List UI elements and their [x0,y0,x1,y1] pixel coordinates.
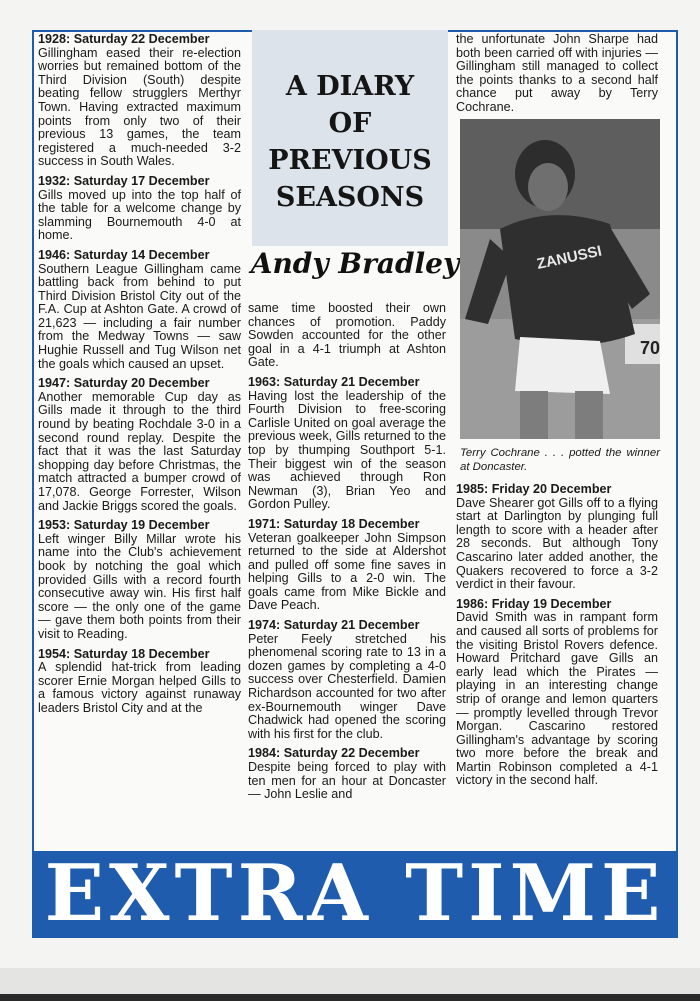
photo-caption: Terry Cochrane . . . potted the winner at Doncaster. [460,447,660,473]
diary-entry-1946 [38,249,241,371]
entry-body: Left winger Billy Millar wrote his name into the Club's achievement book by notching the goal which provided Gills with a record fourth consecutive away win. His first half score — the only one of the game — gave them both points from their visit to Reading. [38,531,241,641]
diary-entry-1953 [38,519,241,641]
player-photo-illustration [460,119,660,439]
entry-body: Gills moved up into the top half of the table for a welcome change by slamming Bournemouth 4-0 at home. [38,187,241,243]
shirt-sponsor-text: ZANUSSI [535,242,604,273]
entry-body: A splendid hat-trick from leading scorer Ernie Morgan helped Gills to a famous victory against runaway leaders Bristol City and at the [38,660,241,715]
entry-continuation: the unfortunate John Sharpe had both been carried off with injuries — Gillingham still managed to collect the points thanks to a second half chance put away by Terry Cochrane. [456,32,658,114]
entry-body: Gillingham eased their re-election worries but remained bottom of the Third Division (South) despite beating fellow strugglers Merthyr Town. Having extracted maximum points from only two of their previous 13 games, the team registered a much-needed 3-2 success in South Wales. [38,45,241,169]
column-1 [38,33,241,722]
entry-heading: 1986: Friday 19 December [456,596,612,611]
entry-body: Southern League Gillingham came battling back from behind to put Third Division Bristol City out of the F.A. Cup at Ashton Gate. A crowd of 21,623 — including a fair number from the Medway Towns — saw Hughie Russell and Tug Wilson net the goals which caused an upset. [38,261,241,371]
title-line: OF [328,108,372,139]
entry-heading: 1971: Saturday 18 December [248,516,420,531]
entry-body: Veteran goalkeeper John Simpson returned to the side at Aldershot and pulled off some fine saves in helping Gills to a 2-0 win. The goals came from Mike Bickle and Dave Peach. [248,530,446,613]
diary-entry-1985 [456,483,658,592]
title-line: PREVIOUS [268,145,432,176]
entry-heading: 1985: Friday 20 December [456,482,612,496]
diary-entry-1971 [248,518,446,613]
player-photo [460,119,660,439]
entry-heading: 1953: Saturday 19 December [38,518,210,533]
column-2 [248,302,446,808]
page-bottom-edge [0,994,700,1001]
entry-body: Another memorable Cup day as Gills made it through to the third round by beating Rochdale 3-0 in a second round replay. Despite the fact that it was the last Saturday shopping day before Christmas, the match attracted a bumper crowd of 17,078. George Forrester, Wilson and Jackie Briggs scored the goals. [38,389,241,513]
entry-body: David Smith was in rampant form and caused all sorts of problems for the visiting Bristol Rovers defence. Howard Pritchard gave Gills an early lead which the Pirates — playing in an interesting change strip of orange and lemon quarters — promptly levelled through Trevor Morgan. Cascarino restored Gillingham's advantage by scoring two more before the break and Martin Robinson completed a 4-1 victory in the second half. [456,610,658,788]
diary-entry-1947 [38,377,241,513]
entry-heading: 1954: Saturday 18 December [38,646,210,661]
diary-entry-1963 [248,376,446,512]
entry-heading: 1932: Saturday 17 December [38,173,210,188]
entry-heading: 1928: Saturday 22 December [38,32,210,46]
entry-body: Having lost the leadership of the Fourth Division to free-scoring Carlisle United on goal average the previous week, Gills returned to the top by thumping Southport 5-1. Their biggest win of the season was achieved through Ron Newman (3), Brian Yeo and Gordon Pulley. [248,388,446,512]
entry-body: Peter Feely stretched his phenomenal scoring rate to 13 in a dozen games by completing a 4-0 success over Chesterfield. Damien Richardson accounted for two after ex-Bournemouth winger Dave Chadwick had opened the scoring with his first for the club. [248,631,446,741]
entry-body: Despite being forced to play with ten men for an hour at Doncaster — John Leslie and [248,760,446,802]
entry-heading: 1946: Saturday 14 December [38,247,210,262]
title-line: A DIARY [285,71,415,102]
author-signature: Andy Bradley [250,247,460,280]
column-3-lower [456,483,658,794]
entry-body: Dave Shearer got Gills off to a flying start at Darlington by plunging full length to score with a header after 28 seconds. But although Tony Cascarino later added another, the Quakers recovered to force a 3-2 verdict in their favour. [456,495,658,592]
title-line: SEASONS [275,182,425,213]
diary-entry-1986 [456,598,658,788]
diary-entry-1932 [38,175,241,243]
entry-heading: 1974: Saturday 21 December [248,618,420,633]
diary-entry-1974 [248,619,446,741]
page-title [252,68,448,216]
diary-entry-1984 [248,747,446,801]
entry-heading: 1947: Saturday 20 December [38,376,210,391]
advertising-board-text: 70 [640,338,660,358]
diary-entry-1928 [38,33,241,169]
banner-title: EXTRA TIME [44,848,666,939]
entry-heading: 1984: Saturday 22 December [248,746,420,761]
entry-continuation: same time boosted their own chances of promotion. Paddy Sowden accounted for the other goal in a 4-1 triumph at Ashton Gate. [248,301,446,370]
column-3 [456,33,658,121]
diary-entry-1954 [38,648,241,716]
entry-heading: 1963: Saturday 21 December [248,374,420,389]
